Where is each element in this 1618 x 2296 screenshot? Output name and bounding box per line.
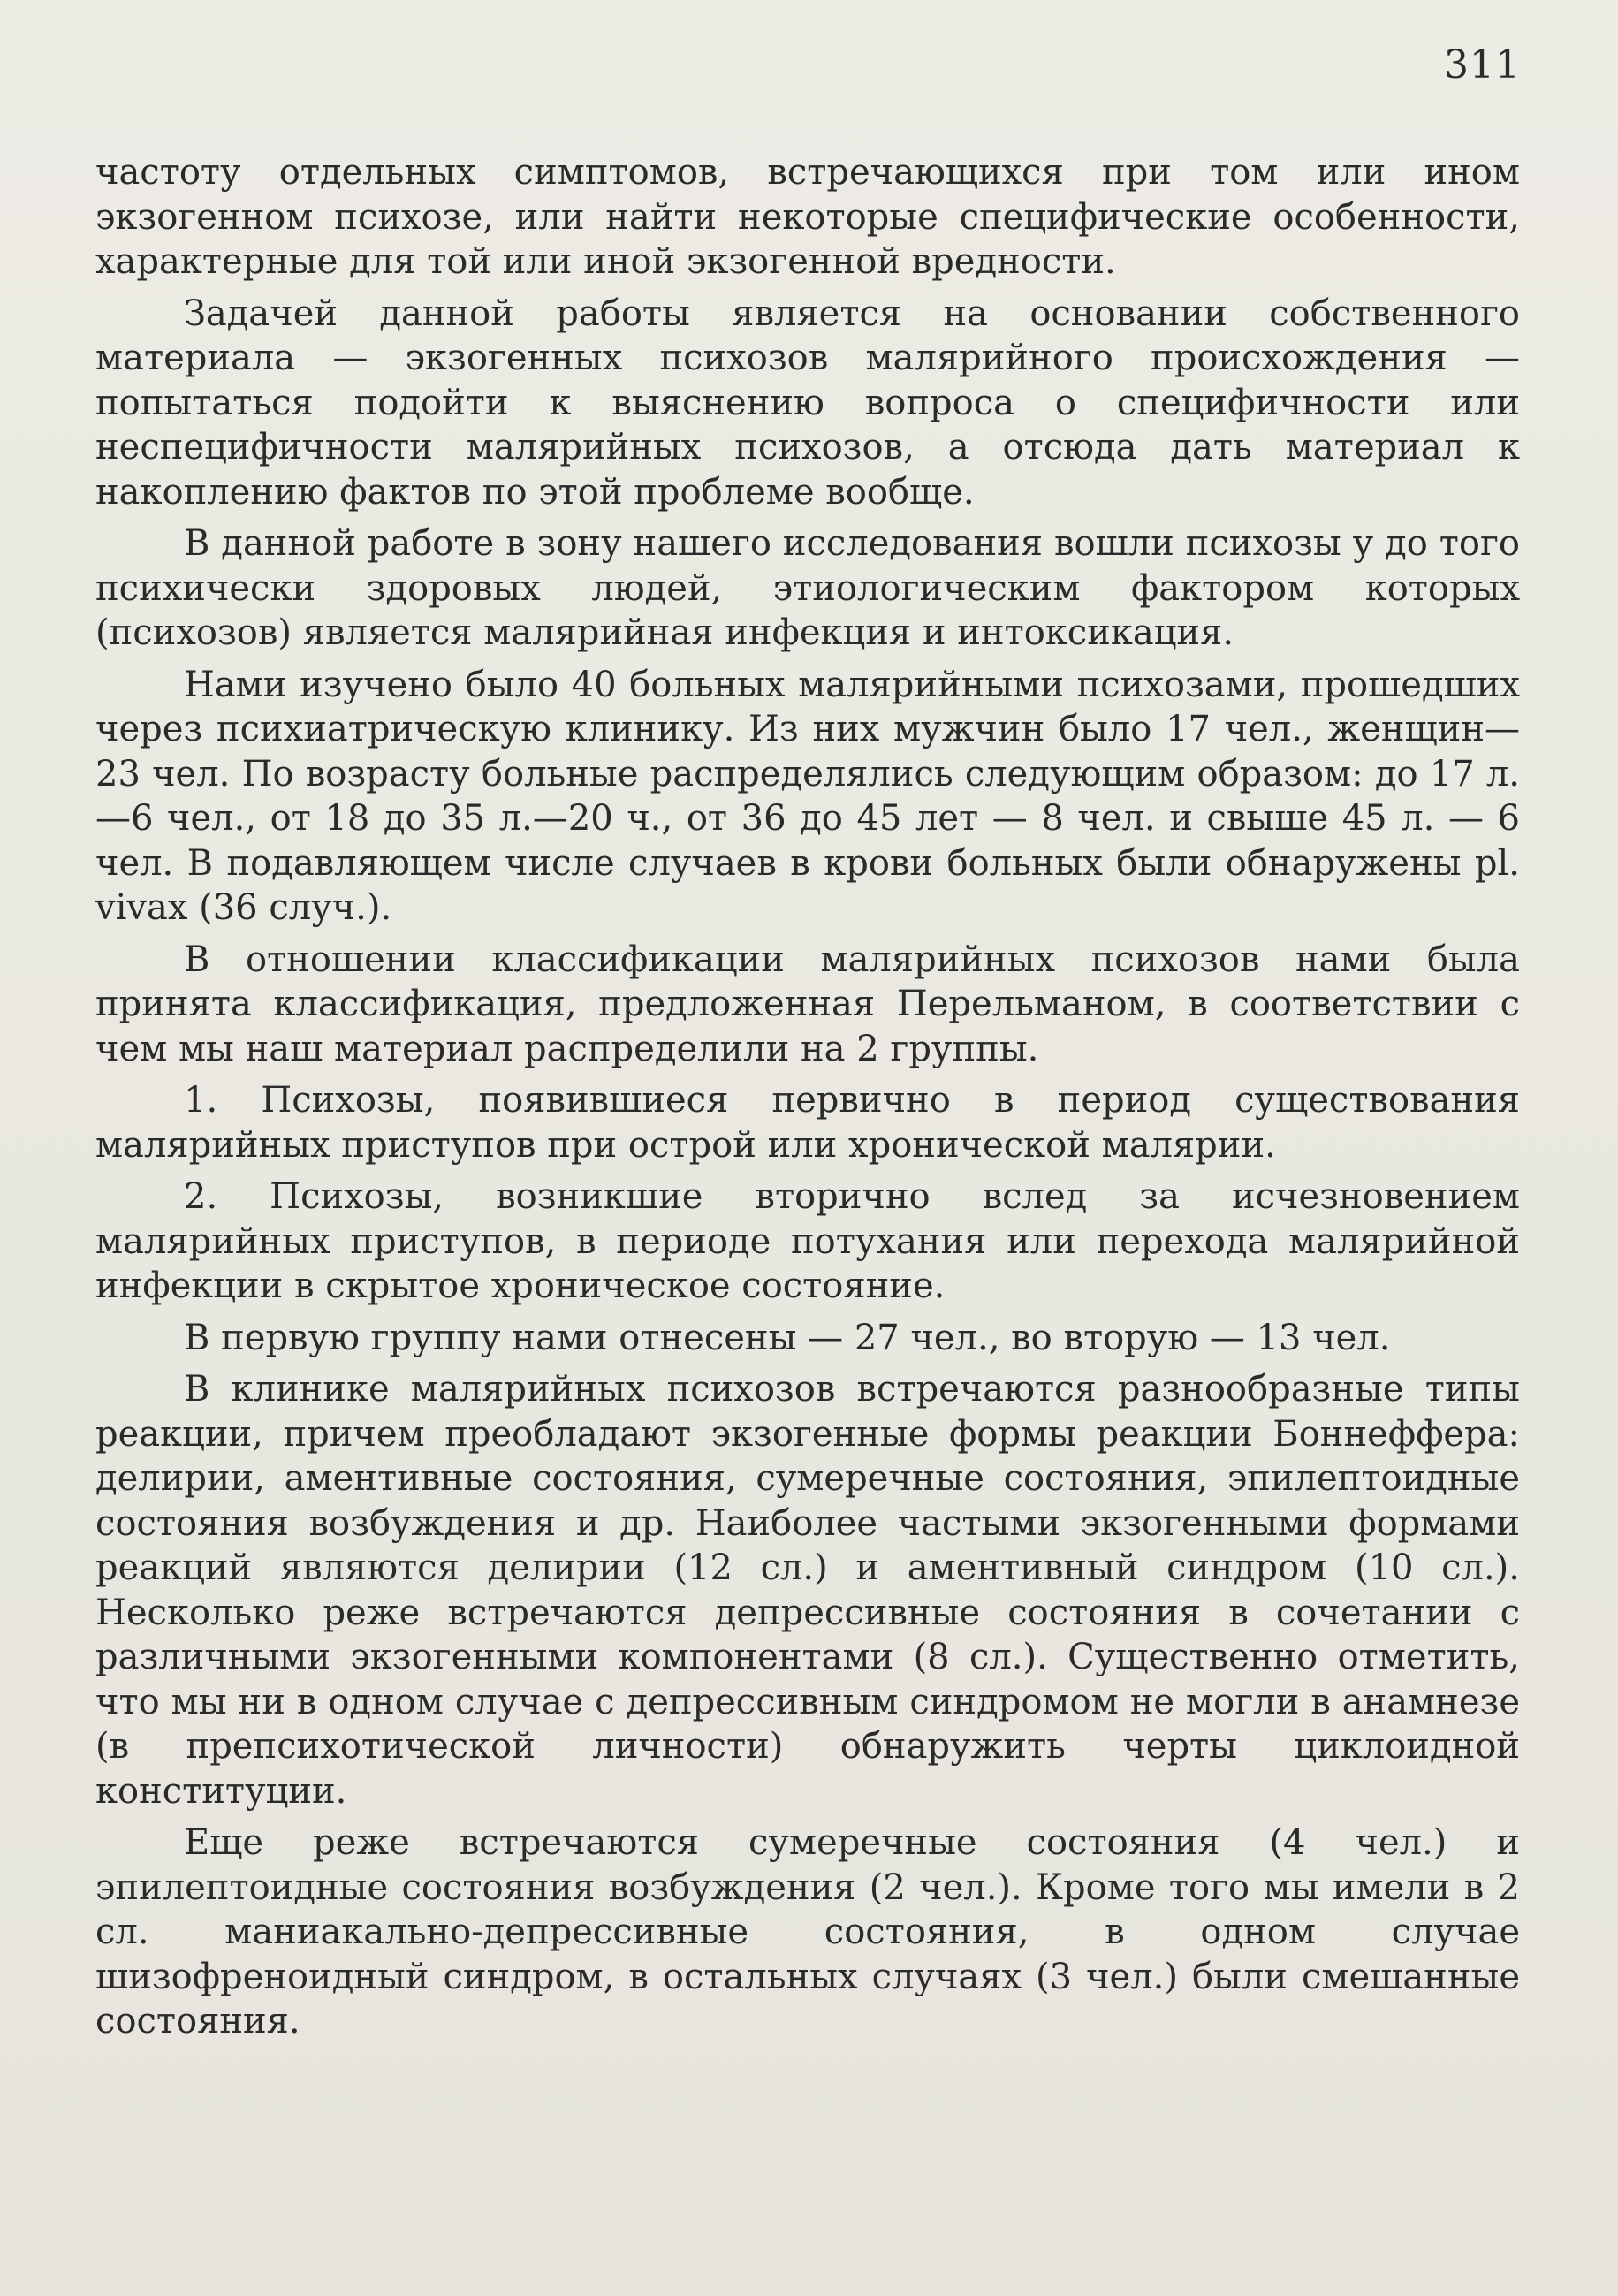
paragraph-1: частоту отдельных симптомов, встречающихся при том или ином экзогенном психозе, или найти некоторые специфические особенности, характерные для той или иной экзогенной вредности.: [95, 152, 1520, 282]
paragraph-5: В отношении классификации малярийных психозов нами была принята классификация, предложенная Перельманом, в соответствии с чем мы наш материал распределили на 2 группы.: [95, 939, 1520, 1069]
paragraph-7: В клинике малярийных психозов встречаются разнообразные типы реакции, причем преобладают экзогенные формы реакции Боннеффера: делирии, аментивные состояния, сумеречные состояния, эпилептоидные состояния возбуждения и др. Наиболее частыми экзогенными формами реакций являются делирии (12 сл.) и аментивный синдром (10 сл.). Несколько реже встречаются депрессивные состояния в сочетании с различными экзогенными компонентами (8 сл.). Существенно отметить, что мы ни в одном случае с депрессивным синдромом не могли в анамнезе (в препсихотической личности) обнаружить черты циклоидной конституции.: [95, 1369, 1520, 1812]
list-item-2: 2. Психозы, возникшие вторично вслед за исчезновением малярийных приступов, в периоде потухания или перехода малярийной инфекции в скрытое хроническое состояние.: [95, 1176, 1520, 1306]
paragraph-2: Задачей данной работы является на основании собственного материала — экзогенных психозов малярийного происхождения — попытаться подойти к выяснению вопроса о специфичности или неспецифичности малярийных психозов, а отсюда дать материал к накоплению фактов по этой проблеме вообще.: [95, 293, 1520, 513]
paragraph-4: Нами изучено было 40 больных малярийными психозами, прошедших через психиатрическую клинику. Из них мужчин было 17 чел., женщин—23 чел. По возрасту больные распределялись следующим образом: до 17 л.—6 чел., от 18 до 35 л.—20 ч., от 36 до 45 лет — 8 чел. и свыше 45 л. — 6 чел. В подавляющем числе случаев в крови больных были обнаружены pl. vivax (36 случ.).: [95, 664, 1520, 928]
page-number: 311: [1444, 42, 1521, 87]
list-item-1: 1. Психозы, появившиеся первично в период существования малярийных приступов при острой или хронической малярии.: [95, 1080, 1520, 1166]
paragraph-6: В первую группу нами отнесены — 27 чел., во вторую — 13 чел.: [184, 1317, 1391, 1358]
paragraph-3: В данной работе в зону нашего исследования вошли психозы у до того психически здоровых людей, этиологическим фактором которых (психозов) является малярийная инфекция и интоксикация.: [95, 523, 1520, 653]
body-text: [95, 150, 1520, 2051]
paragraph-8: Еще реже встречаются сумеречные состояния (4 чел.) и эпилептоидные состояния возбуждения (2 чел.). Кроме того мы имели в 2 сл. маниакально-депрессивные состояния, в одном случае шизофреноидный синдром, в остальных случаях (3 чел.) были смешанные состояния.: [95, 1822, 1520, 2041]
